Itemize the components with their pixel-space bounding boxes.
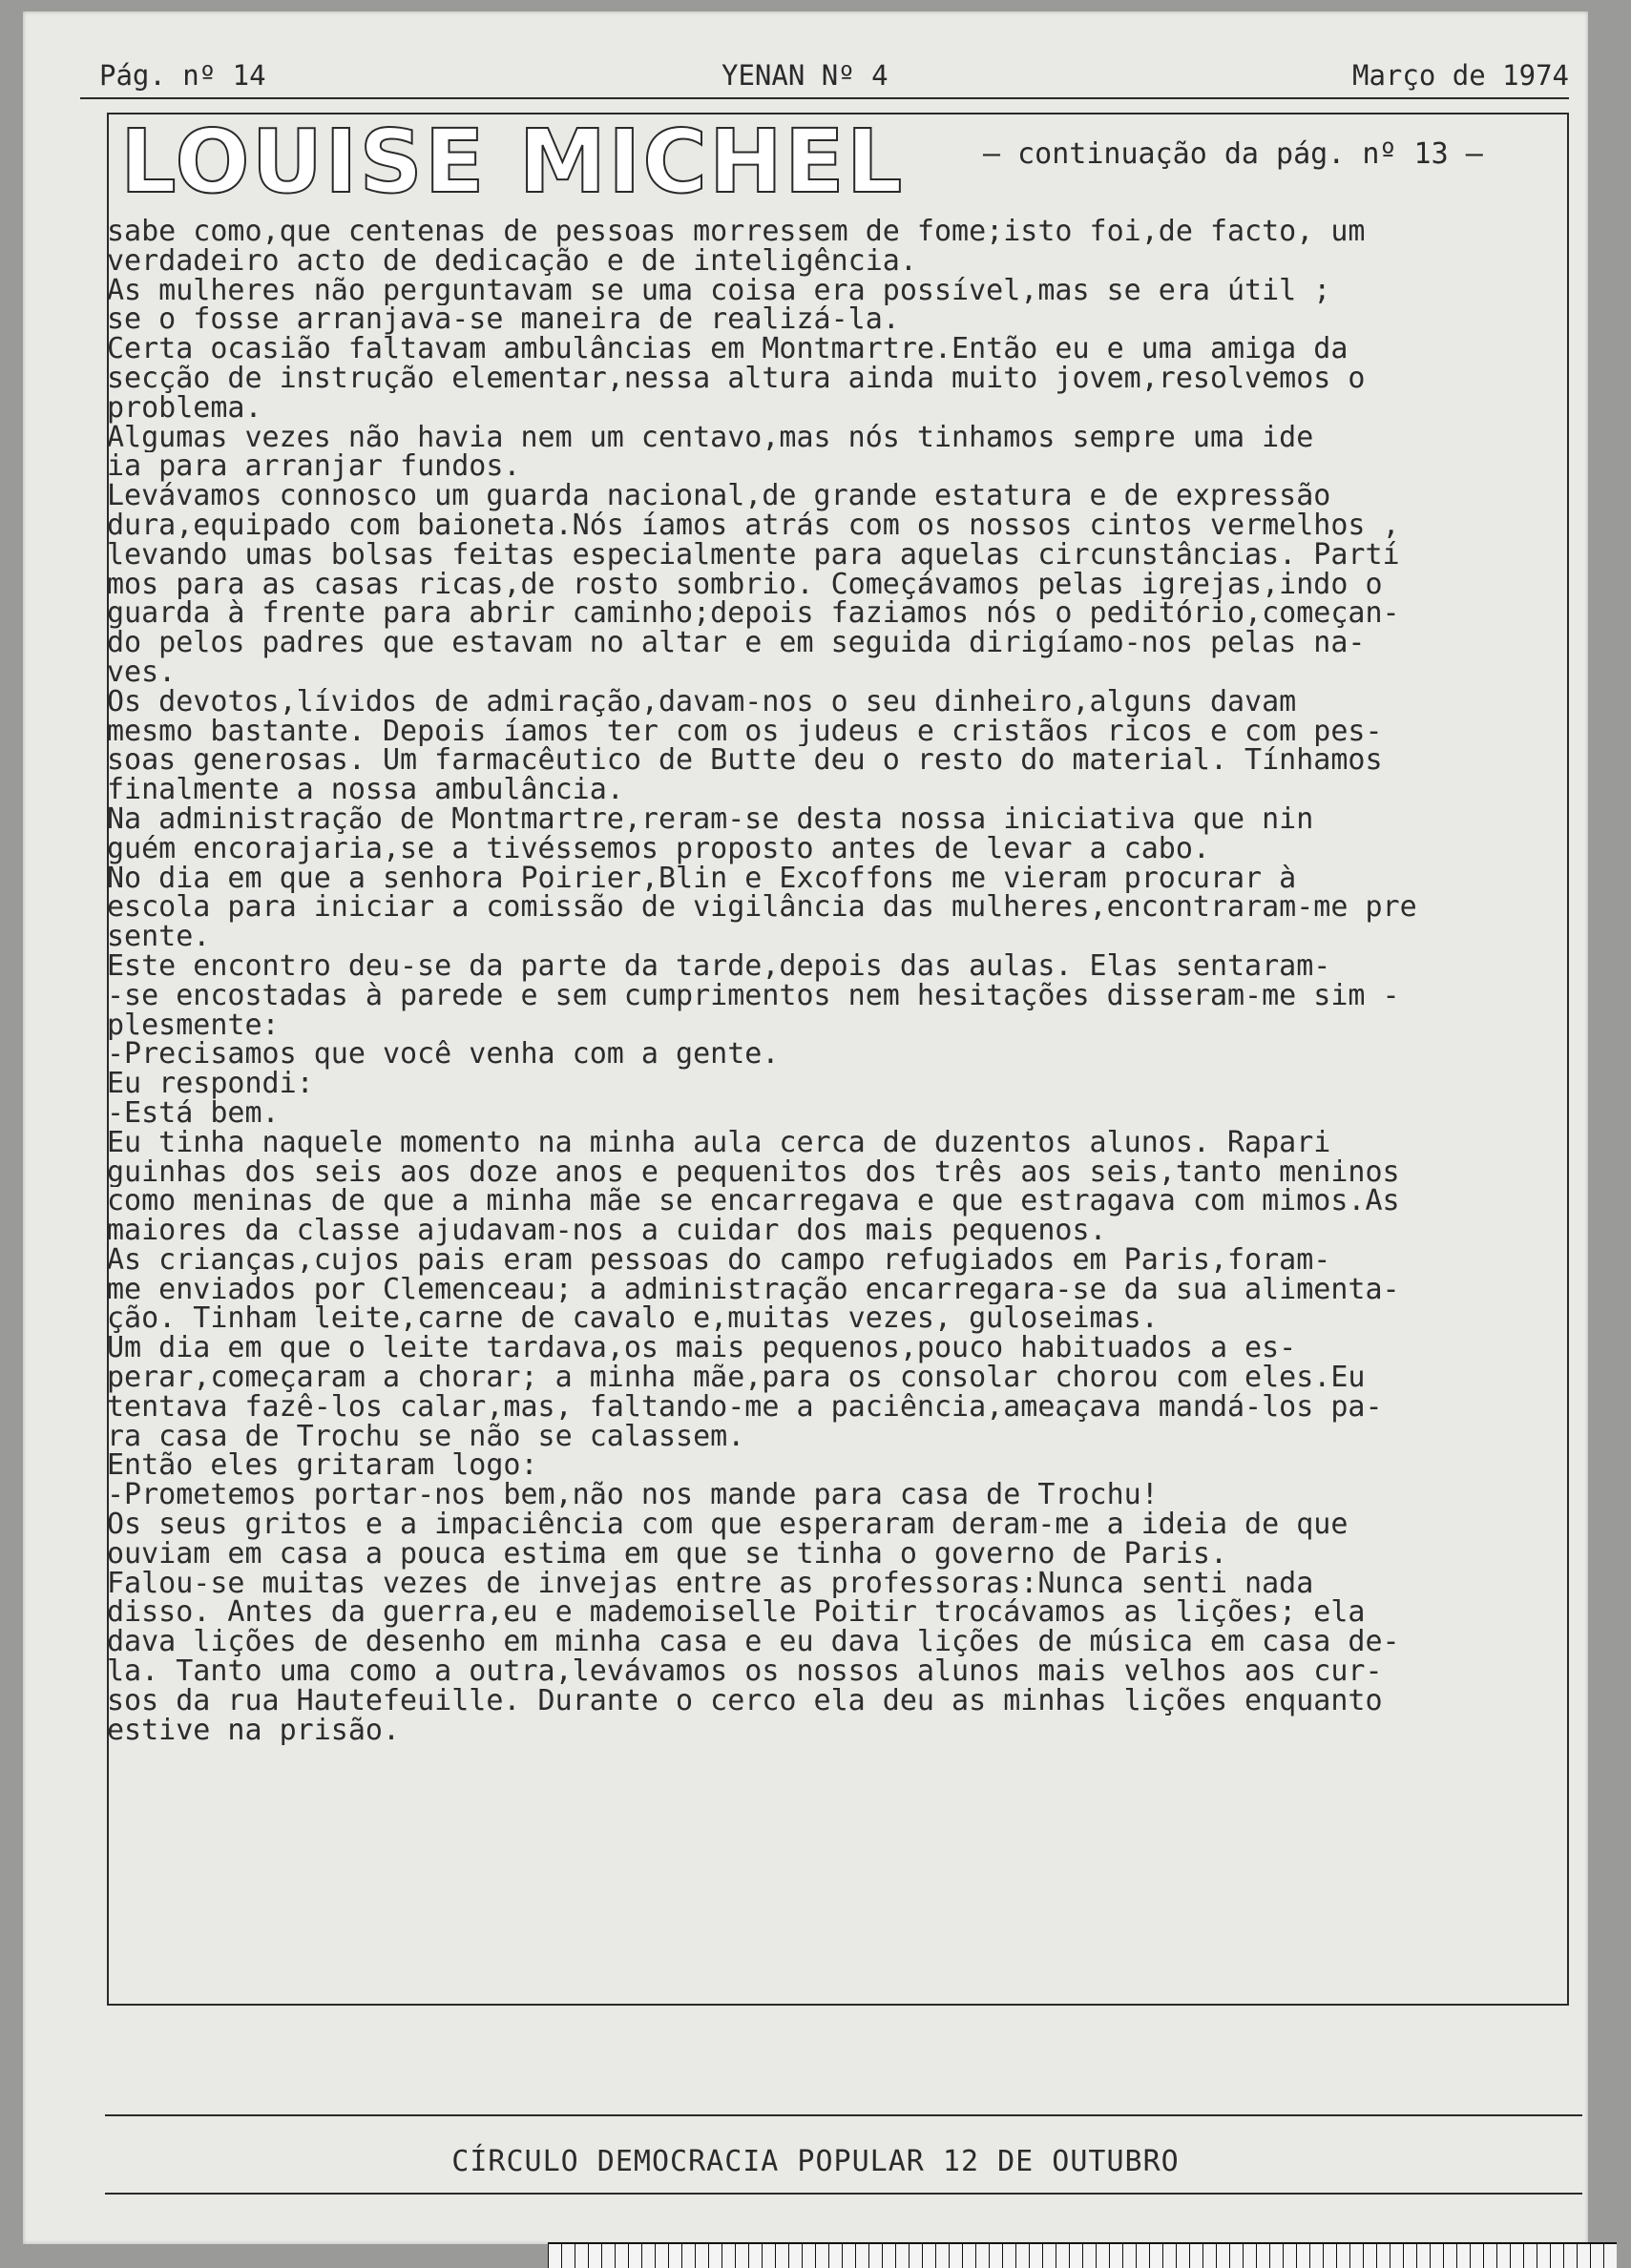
page-header — [80, 50, 1569, 99]
text-line: Na administração de Montmartre,reram-se desta nossa iniciativa que nin — [107, 804, 1314, 835]
text-line: sabe como,que centenas de pessoas morressem de fome;isto foi,de facto, um — [107, 218, 1366, 247]
text-line: mos para as casas ricas,de rosto sombrio. Começávamos pelas igrejas,indo o — [107, 570, 1383, 600]
text-line: disso. Antes da guerra,eu e mademoiselle Poitir trocávamos as lições; ela — [107, 1598, 1366, 1629]
publication-title: YENAN Nº 4 — [721, 59, 889, 92]
text-line: como meninas de que a minha mãe se encarregava e que estragava com mimos.As — [107, 1187, 1400, 1217]
text-line: tentava fazê-los calar,mas, faltando-me a paciência,ameaçava mandá-los pa- — [107, 1392, 1383, 1423]
text-line: Eu respondi: — [107, 1070, 314, 1099]
text-line: ves. — [107, 657, 177, 688]
text-line: guinhas dos seis aos doze anos e pequenitos dos três aos seis,tanto meninos — [107, 1157, 1400, 1188]
text-line: Certa ocasião faltavam ambulâncias em Montmartre.Então eu e uma amiga da — [107, 335, 1349, 364]
text-line: problema. — [107, 393, 262, 424]
text-line: verdadeiro acto de dedicação e de inteligência. — [107, 246, 917, 277]
text-line: plesmente: — [107, 1010, 280, 1041]
text-line: As crianças,cujos pais eram pessoas do campo refugiados em Paris,foram- — [107, 1245, 1331, 1276]
text-line: Eu tinha naquele momento na minha aula cerca de duzentos alunos. Rapari — [107, 1128, 1331, 1158]
continuation-note: — continuação da pág. nº 13 — — [983, 137, 1483, 171]
article-title-logo: LOUISE MICHEL — [120, 111, 905, 213]
text-line: ouviam em casa a pouca estima em que se tinha o governo de Paris. — [107, 1539, 1227, 1570]
footer-top-rule — [105, 2114, 1582, 2116]
text-line: -se encostadas à parede e sem cumprimentos nem hesitações disseram-me sim - — [107, 981, 1400, 1011]
text-line: Este encontro deu-se da parte da tarde,depois das aulas. Elas sentaram- — [107, 951, 1331, 982]
text-line: -Está bem. — [107, 1098, 280, 1129]
text-line: soas generosas. Um farmacêutico de Butte deu o resto do material. Tínhamos — [107, 746, 1383, 777]
issue-date: Março de 1974 — [1352, 59, 1569, 92]
text-line: Falou-se muitas vezes de invejas entre as professoras:Nunca senti nada — [107, 1569, 1314, 1599]
text-line: me enviados por Clemenceau; a administração encarregara-se da sua alimenta- — [107, 1275, 1400, 1305]
text-line: guarda à frente para abrir caminho;depois faziamos nós o peditório,começan- — [107, 599, 1400, 630]
footer-bottom-rule — [105, 2193, 1582, 2195]
text-line: Os devotos,lívidos de admiração,davam-nos o seu dinheiro,alguns davam — [107, 687, 1297, 718]
text-line: guém encorajaria,se a tivéssemos proposto antes de levar a cabo. — [107, 834, 1210, 864]
page-number: Pág. nº 14 — [99, 59, 266, 92]
text-line: Os seus gritos e a impaciência com que esperaram deram-me a ideia de que — [107, 1510, 1349, 1540]
text-line: escola para iniciar a comissão de vigilância das mulheres,encontraram-me pre — [107, 893, 1417, 924]
text-line: secção de instrução elementar,nessa altura ainda muito jovem,resolvemos o — [107, 364, 1366, 394]
text-line: Então eles gritaram logo: — [107, 1451, 538, 1482]
text-line: mesmo bastante. Depois íamos ter com os judeus e cristãos ricos e com pes- — [107, 717, 1383, 747]
text-line: do pelos padres que estavam no altar e em seguida dirigíamo-nos pelas na- — [107, 629, 1366, 658]
text-line: levando umas bolsas feitas especialmente para aquelas circunstâncias. Partí — [107, 540, 1400, 571]
text-line: Algumas vezes não havia nem um centavo,mas nós tinhamos sempre uma ide — [107, 423, 1314, 453]
scan-scale-bar — [548, 2242, 1617, 2268]
text-line: finalmente a nossa ambulância. — [107, 776, 624, 805]
text-line: -Prometemos portar-nos bem,não nos mande para casa de Trochu! — [107, 1481, 1159, 1511]
text-line: -Precisamos que você venha com a gente. — [107, 1040, 780, 1071]
text-line: perar,começaram a chorar; a minha mãe,para os consolar chorou com eles.Eu — [107, 1363, 1366, 1393]
text-line: Um dia em que o leite tardava,os mais pequenos,pouco habituados a es- — [107, 1334, 1297, 1364]
text-line: Levávamos connosco um guarda nacional,de grande estatura e de expressão — [107, 482, 1331, 511]
text-line: sente. — [107, 923, 211, 952]
footer-organization: CÍRCULO DEMOCRACIA POPULAR 12 DE OUTUBRO — [451, 2145, 1180, 2178]
text-line: ra casa de Trochu se não se calassem. — [107, 1422, 745, 1452]
text-line: dura,equipado com baioneta.Nós íamos atrás com os nossos cintos vermelhos , — [107, 510, 1400, 541]
text-line: As mulheres não perguntavam se uma coisa era possível,mas se era útil ; — [107, 276, 1331, 306]
text-line: No dia em que a senhora Poirier,Blin e Excoffons me vieram procurar à — [107, 864, 1297, 894]
text-line: estive na prisão. — [107, 1716, 401, 1746]
article-body — [107, 218, 1558, 1745]
text-line: maiores da classe ajudavam-nos a cuidar dos mais pequenos. — [107, 1217, 1107, 1246]
text-line: ção. Tinham leite,carne de cavalo e,muitas vezes, guloseimas. — [107, 1304, 1159, 1335]
text-line: ia para arranjar fundos. — [107, 452, 521, 483]
text-line: sos da rua Hautefeuille. Durante o cerco ela deu as minhas lições enquanto — [107, 1686, 1383, 1717]
text-line: se o fosse arranjava-se maneira de realizá-la. — [107, 305, 900, 336]
text-line: la. Tanto uma como a outra,levávamos os nossos alunos mais velhos aos cur- — [107, 1657, 1383, 1687]
text-line: dava lições de desenho em minha casa e eu dava lições de música em casa de- — [107, 1628, 1400, 1658]
